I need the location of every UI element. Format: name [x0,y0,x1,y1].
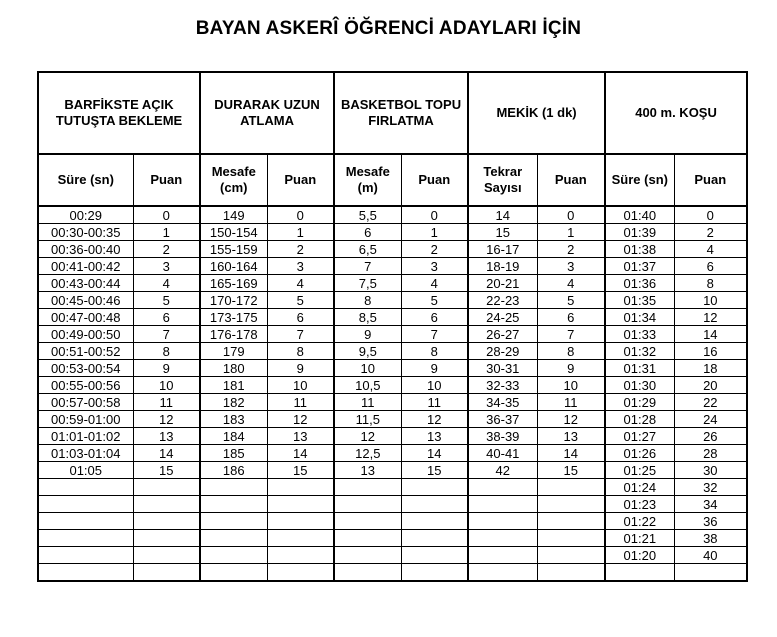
hang-score-cell: 6 [133,309,200,326]
column-header: Mesafe (m) [334,154,401,206]
long-jump-score-cell [267,547,334,564]
situp-count-cell: 16-17 [468,241,537,258]
hang-duration-cell: 00:29 [38,206,133,224]
long-jump-score-cell: 15 [267,462,334,479]
long-jump-score-cell [267,564,334,582]
situp-score-cell [537,530,605,547]
situp-score-cell [537,496,605,513]
column-header: Süre (sn) [605,154,674,206]
table-row [38,224,747,241]
table-row [38,462,747,479]
category-header: BARFİKSTE AÇIK TUTUŞTA BEKLEME [38,72,200,154]
hang-score-cell [133,479,200,496]
subheader-row [38,154,747,206]
situp-score-cell [537,513,605,530]
table-row [38,394,747,411]
hang-score-cell [133,496,200,513]
run-score-cell: 0 [674,206,747,224]
hang-score-cell: 10 [133,377,200,394]
table-row [38,275,747,292]
ball-throw-distance-cell [334,479,401,496]
long-jump-distance-cell: 180 [200,360,267,377]
run-score-cell: 10 [674,292,747,309]
situp-score-cell: 15 [537,462,605,479]
hang-score-cell: 7 [133,326,200,343]
hang-duration-cell: 00:59-01:00 [38,411,133,428]
run-duration-cell: 01:40 [605,206,674,224]
ball-throw-distance-cell: 6,5 [334,241,401,258]
hang-score-cell: 3 [133,258,200,275]
ball-throw-distance-cell: 6 [334,224,401,241]
hang-duration-cell: 00:47-00:48 [38,309,133,326]
hang-duration-cell: 00:45-00:46 [38,292,133,309]
long-jump-distance-cell [200,530,267,547]
table-row [38,496,747,513]
run-duration-cell: 01:28 [605,411,674,428]
ball-throw-score-cell [401,530,468,547]
hang-score-cell: 14 [133,445,200,462]
run-score-cell: 8 [674,275,747,292]
hang-duration-cell: 01:03-01:04 [38,445,133,462]
situp-count-cell: 15 [468,224,537,241]
ball-throw-score-cell: 0 [401,206,468,224]
column-header: Puan [674,154,747,206]
situp-score-cell: 8 [537,343,605,360]
long-jump-distance-cell [200,547,267,564]
long-jump-score-cell: 13 [267,428,334,445]
category-header: BASKETBOL TOPU FIRLATMA [334,72,468,154]
run-duration-cell: 01:35 [605,292,674,309]
table-row [38,292,747,309]
run-score-cell: 36 [674,513,747,530]
long-jump-score-cell: 5 [267,292,334,309]
situp-count-cell [468,547,537,564]
ball-throw-score-cell: 12 [401,411,468,428]
ball-throw-distance-cell [334,530,401,547]
hang-score-cell: 9 [133,360,200,377]
long-jump-score-cell: 9 [267,360,334,377]
ball-throw-distance-cell: 9,5 [334,343,401,360]
table-row [38,411,747,428]
long-jump-score-cell: 11 [267,394,334,411]
hang-score-cell [133,530,200,547]
ball-throw-distance-cell: 12,5 [334,445,401,462]
situp-count-cell: 22-23 [468,292,537,309]
ball-throw-distance-cell: 7,5 [334,275,401,292]
ball-throw-score-cell: 1 [401,224,468,241]
ball-throw-distance-cell: 12 [334,428,401,445]
situp-count-cell: 38-39 [468,428,537,445]
run-duration-cell: 01:27 [605,428,674,445]
run-score-cell: 28 [674,445,747,462]
ball-throw-score-cell [401,564,468,582]
long-jump-distance-cell: 173-175 [200,309,267,326]
table-row [38,241,747,258]
ball-throw-score-cell: 15 [401,462,468,479]
column-header: Mesafe (cm) [200,154,267,206]
hang-duration-cell [38,564,133,582]
long-jump-score-cell [267,530,334,547]
ball-throw-score-cell: 4 [401,275,468,292]
situp-score-cell: 9 [537,360,605,377]
situp-count-cell: 14 [468,206,537,224]
run-duration-cell: 01:22 [605,513,674,530]
situp-score-cell: 12 [537,411,605,428]
ball-throw-score-cell [401,513,468,530]
long-jump-distance-cell [200,496,267,513]
situp-count-cell [468,530,537,547]
hang-score-cell: 1 [133,224,200,241]
hang-score-cell: 11 [133,394,200,411]
situp-count-cell: 24-25 [468,309,537,326]
long-jump-score-cell: 3 [267,258,334,275]
ball-throw-score-cell: 6 [401,309,468,326]
ball-throw-distance-cell: 8,5 [334,309,401,326]
table-row [38,258,747,275]
hang-duration-cell: 00:55-00:56 [38,377,133,394]
run-score-cell: 12 [674,309,747,326]
hang-duration-cell: 00:43-00:44 [38,275,133,292]
long-jump-distance-cell: 184 [200,428,267,445]
run-duration-cell: 01:39 [605,224,674,241]
hang-duration-cell: 01:05 [38,462,133,479]
table-row [38,309,747,326]
column-header: Puan [401,154,468,206]
long-jump-score-cell: 12 [267,411,334,428]
situp-score-cell: 10 [537,377,605,394]
situp-count-cell [468,479,537,496]
ball-throw-distance-cell: 9 [334,326,401,343]
long-jump-distance-cell: 150-154 [200,224,267,241]
hang-score-cell: 5 [133,292,200,309]
situp-score-cell [537,547,605,564]
category-header: MEKİK (1 dk) [468,72,605,154]
ball-throw-score-cell [401,547,468,564]
hang-duration-cell [38,496,133,513]
run-score-cell [674,564,747,582]
table-row [38,513,747,530]
long-jump-score-cell [267,479,334,496]
run-duration-cell: 01:25 [605,462,674,479]
situp-score-cell: 1 [537,224,605,241]
column-header: Tekrar Sayısı [468,154,537,206]
table-row [38,479,747,496]
table-row [38,564,747,582]
ball-throw-score-cell: 13 [401,428,468,445]
hang-score-cell [133,547,200,564]
table-row [38,206,747,224]
hang-duration-cell: 00:53-00:54 [38,360,133,377]
ball-throw-score-cell: 11 [401,394,468,411]
long-jump-distance-cell: 185 [200,445,267,462]
ball-throw-distance-cell [334,496,401,513]
situp-count-cell [468,513,537,530]
category-header: DURARAK UZUN ATLAMA [200,72,334,154]
run-duration-cell: 01:26 [605,445,674,462]
situp-score-cell: 6 [537,309,605,326]
run-duration-cell: 01:36 [605,275,674,292]
situp-count-cell: 18-19 [468,258,537,275]
ball-throw-distance-cell [334,547,401,564]
table-row [38,343,747,360]
run-score-cell: 20 [674,377,747,394]
hang-score-cell: 8 [133,343,200,360]
long-jump-distance-cell: 149 [200,206,267,224]
table-row [38,326,747,343]
situp-count-cell: 36-37 [468,411,537,428]
run-duration-cell: 01:21 [605,530,674,547]
column-header: Süre (sn) [38,154,133,206]
hang-duration-cell: 00:41-00:42 [38,258,133,275]
column-header: Puan [267,154,334,206]
situp-count-cell: 32-33 [468,377,537,394]
run-score-cell: 40 [674,547,747,564]
hang-score-cell: 13 [133,428,200,445]
run-duration-cell: 01:38 [605,241,674,258]
hang-duration-cell: 00:57-00:58 [38,394,133,411]
long-jump-score-cell [267,496,334,513]
ball-throw-distance-cell: 7 [334,258,401,275]
run-score-cell: 2 [674,224,747,241]
run-duration-cell: 01:33 [605,326,674,343]
ball-throw-score-cell: 8 [401,343,468,360]
situp-score-cell: 14 [537,445,605,462]
table-row [38,445,747,462]
situp-count-cell: 40-41 [468,445,537,462]
run-duration-cell: 01:37 [605,258,674,275]
long-jump-distance-cell: 170-172 [200,292,267,309]
long-jump-score-cell: 4 [267,275,334,292]
ball-throw-distance-cell: 10,5 [334,377,401,394]
long-jump-score-cell: 1 [267,224,334,241]
run-duration-cell: 01:34 [605,309,674,326]
hang-duration-cell [38,479,133,496]
ball-throw-distance-cell: 13 [334,462,401,479]
hang-duration-cell: 00:51-00:52 [38,343,133,360]
long-jump-distance-cell: 160-164 [200,258,267,275]
ball-throw-distance-cell: 8 [334,292,401,309]
ball-throw-distance-cell: 11 [334,394,401,411]
run-score-cell: 18 [674,360,747,377]
run-duration-cell: 01:24 [605,479,674,496]
ball-throw-score-cell [401,496,468,513]
ball-throw-distance-cell [334,564,401,582]
situp-score-cell [537,564,605,582]
run-duration-cell: 01:31 [605,360,674,377]
ball-throw-score-cell [401,479,468,496]
column-header: Puan [537,154,605,206]
hang-duration-cell: 00:49-00:50 [38,326,133,343]
long-jump-score-cell: 0 [267,206,334,224]
situp-count-cell [468,564,537,582]
long-jump-distance-cell: 179 [200,343,267,360]
hang-score-cell [133,564,200,582]
hang-score-cell: 2 [133,241,200,258]
situp-score-cell [537,479,605,496]
situp-count-cell: 28-29 [468,343,537,360]
hang-score-cell: 4 [133,275,200,292]
ball-throw-score-cell: 7 [401,326,468,343]
table-row [38,547,747,564]
long-jump-score-cell: 7 [267,326,334,343]
long-jump-distance-cell: 186 [200,462,267,479]
situp-score-cell: 7 [537,326,605,343]
run-duration-cell: 01:23 [605,496,674,513]
run-duration-cell: 01:32 [605,343,674,360]
score-table [37,71,748,582]
ball-throw-score-cell: 3 [401,258,468,275]
hang-score-cell [133,513,200,530]
ball-throw-distance-cell [334,513,401,530]
long-jump-distance-cell: 155-159 [200,241,267,258]
situp-score-cell: 11 [537,394,605,411]
hang-duration-cell: 00:30-00:35 [38,224,133,241]
long-jump-distance-cell: 165-169 [200,275,267,292]
hang-duration-cell: 00:36-00:40 [38,241,133,258]
long-jump-distance-cell [200,564,267,582]
run-score-cell: 26 [674,428,747,445]
situp-count-cell: 42 [468,462,537,479]
hang-score-cell: 0 [133,206,200,224]
situp-score-cell: 3 [537,258,605,275]
run-duration-cell: 01:20 [605,547,674,564]
run-score-cell: 14 [674,326,747,343]
ball-throw-score-cell: 9 [401,360,468,377]
run-score-cell: 16 [674,343,747,360]
situp-score-cell: 0 [537,206,605,224]
ball-throw-distance-cell: 10 [334,360,401,377]
ball-throw-distance-cell: 5,5 [334,206,401,224]
situp-score-cell: 2 [537,241,605,258]
long-jump-score-cell [267,513,334,530]
long-jump-distance-cell [200,479,267,496]
long-jump-distance-cell [200,513,267,530]
hang-duration-cell [38,547,133,564]
category-header-row [38,72,747,154]
ball-throw-score-cell: 5 [401,292,468,309]
situp-count-cell: 34-35 [468,394,537,411]
situp-score-cell: 5 [537,292,605,309]
run-score-cell: 6 [674,258,747,275]
long-jump-score-cell: 10 [267,377,334,394]
hang-score-cell: 15 [133,462,200,479]
situp-score-cell: 13 [537,428,605,445]
page-title: BAYAN ASKERÎ ÖĞRENCİ ADAYLARI İÇİN [195,18,582,39]
table-row [38,428,747,445]
long-jump-distance-cell: 182 [200,394,267,411]
situp-score-cell: 4 [537,275,605,292]
hang-duration-cell [38,530,133,547]
run-score-cell: 22 [674,394,747,411]
situp-count-cell: 30-31 [468,360,537,377]
hang-duration-cell: 01:01-01:02 [38,428,133,445]
ball-throw-score-cell: 10 [401,377,468,394]
run-score-cell: 30 [674,462,747,479]
situp-count-cell: 20-21 [468,275,537,292]
long-jump-score-cell: 14 [267,445,334,462]
long-jump-score-cell: 8 [267,343,334,360]
score-table-body [38,206,747,581]
long-jump-distance-cell: 183 [200,411,267,428]
situp-count-cell [468,496,537,513]
hang-score-cell: 12 [133,411,200,428]
run-score-cell: 24 [674,411,747,428]
long-jump-score-cell: 2 [267,241,334,258]
column-header: Puan [133,154,200,206]
long-jump-score-cell: 6 [267,309,334,326]
hang-duration-cell [38,513,133,530]
run-duration-cell: 01:29 [605,394,674,411]
run-duration-cell [605,564,674,582]
run-score-cell: 34 [674,496,747,513]
run-score-cell: 32 [674,479,747,496]
table-row [38,377,747,394]
run-score-cell: 38 [674,530,747,547]
run-duration-cell: 01:30 [605,377,674,394]
long-jump-distance-cell: 176-178 [200,326,267,343]
ball-throw-score-cell: 2 [401,241,468,258]
ball-throw-score-cell: 14 [401,445,468,462]
table-row [38,530,747,547]
run-score-cell: 4 [674,241,747,258]
long-jump-distance-cell: 181 [200,377,267,394]
category-header: 400 m. KOŞU [605,72,747,154]
table-row [38,360,747,377]
ball-throw-distance-cell: 11,5 [334,411,401,428]
situp-count-cell: 26-27 [468,326,537,343]
